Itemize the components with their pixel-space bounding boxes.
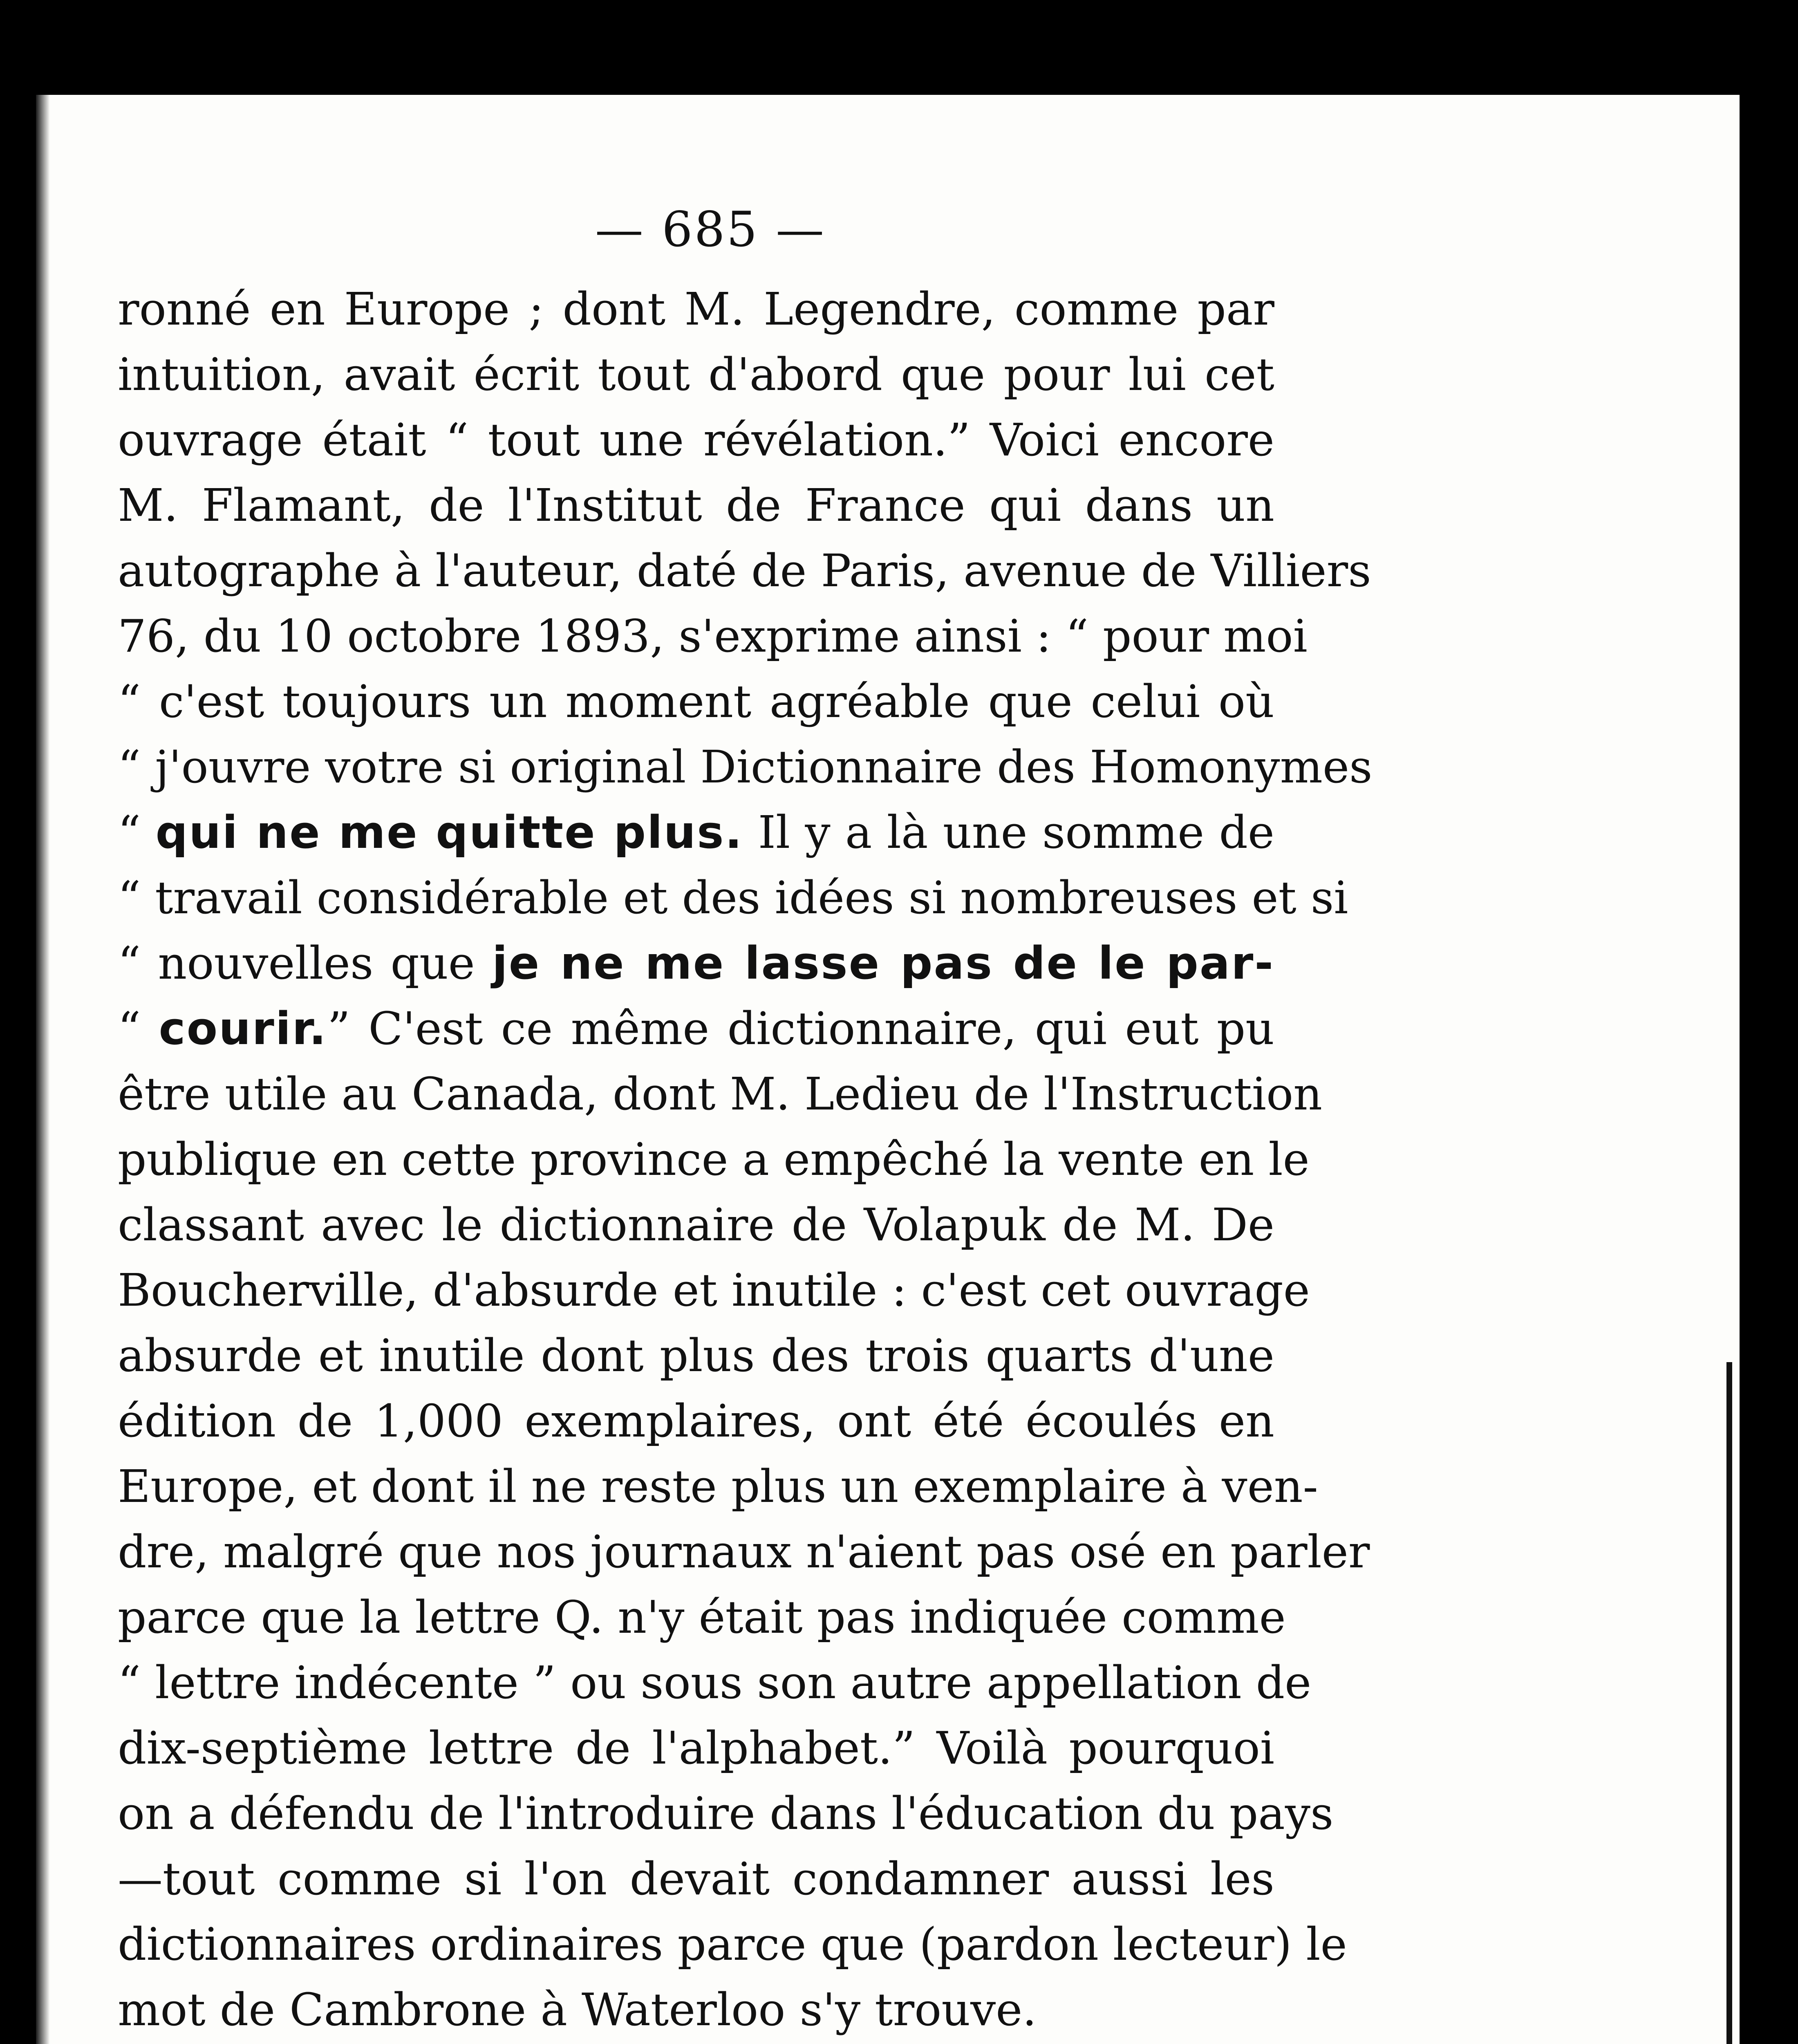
text-segment: 76, du 10 octobre 1893, s'exprime ainsi : “ pour moi <box>118 610 1308 662</box>
bold-text-segment: je ne me lasse pas de le par- <box>492 937 1274 989</box>
text-line <box>118 930 1274 996</box>
text-line <box>118 1127 1310 1192</box>
text-segment: mot de Cambrone à Waterloo s'y trouve. <box>118 1983 1037 2036</box>
text-line <box>118 407 1274 473</box>
left-binding-shadow <box>36 95 50 2044</box>
text-segment: Europe, et dont il ne reste plus un exemplaire à ven- <box>118 1460 1318 1513</box>
text-line <box>118 1585 1286 1650</box>
text-line <box>118 1388 1274 1454</box>
text-segment: Il y a là une somme de <box>743 806 1275 858</box>
scanned-page <box>36 95 1740 2044</box>
text-line <box>118 800 1274 865</box>
text-segment: “ j'ouvre votre si original Dictionnaire des Homonymes <box>118 741 1373 793</box>
page-number: — 685 — <box>595 201 826 258</box>
text-segment: ouvrage était “ tout une révélation.” Voici encore <box>118 414 1274 466</box>
text-segment: classant avec le dictionnaire de Volapuk de M. De <box>118 1199 1274 1251</box>
text-segment: ” C'est ce même dictionnaire, qui eut pu <box>327 1002 1275 1055</box>
text-segment: “ <box>118 1002 159 1055</box>
text-segment: dix-septième lettre de l'alphabet.” Voilà pourquoi <box>118 1722 1274 1774</box>
text-line <box>118 1912 1347 1977</box>
text-line <box>118 1061 1323 1127</box>
text-line <box>118 1781 1334 1846</box>
text-segment: être utile au Canada, dont M. Ledieu de l'Instruction <box>118 1068 1323 1120</box>
text-segment: on a défendu de l'introduire dans l'éducation du pays <box>118 1787 1334 1840</box>
text-line <box>118 342 1274 407</box>
text-line <box>118 603 1308 669</box>
text-line <box>118 1257 1310 1323</box>
text-segment: Boucherville, d'absurde et inutile : c'est cet ouvrage <box>118 1264 1310 1316</box>
text-segment: parce que la lettre Q. n'y était pas indiquée comme <box>118 1591 1286 1643</box>
text-segment: autographe à l'auteur, daté de Paris, avenue de Villiers <box>118 545 1371 597</box>
text-line <box>118 1715 1274 1781</box>
text-line <box>118 1650 1312 1715</box>
text-line <box>118 1323 1274 1388</box>
text-segment: —tout comme si l'on devait condamner aussi les <box>118 1853 1274 1905</box>
text-line <box>118 1519 1370 1585</box>
text-line <box>118 473 1274 538</box>
text-segment: intuition, avait écrit tout d'abord que pour lui cet <box>118 348 1274 401</box>
text-line <box>118 276 1274 342</box>
right-edge-mark <box>1726 1362 1732 2044</box>
text-line <box>118 538 1371 603</box>
text-line <box>118 1846 1274 1912</box>
text-line <box>118 996 1274 1061</box>
bold-text-segment: courir. <box>159 1002 327 1055</box>
text-line <box>118 1192 1274 1257</box>
text-line <box>118 865 1348 930</box>
text-segment: édition de 1,000 exemplaires, ont été écoulés en <box>118 1395 1274 1447</box>
text-segment: publique en cette province a empêché la vente en le <box>118 1133 1310 1186</box>
text-segment: “ travail considérable et des idées si nombreuses et si <box>118 872 1348 924</box>
text-segment: dictionnaires ordinaires parce que (pardon lecteur) le <box>118 1918 1347 1970</box>
text-segment: M. Flamant, de l'Institut de France qui dans un <box>118 479 1274 531</box>
bold-text-segment: qui ne me quitte plus. <box>155 806 743 858</box>
text-segment: dre, malgré que nos journaux n'aient pas osé en parler <box>118 1526 1370 1578</box>
text-segment: “ <box>118 806 156 858</box>
text-segment: absurde et inutile dont plus des trois quarts d'une <box>118 1329 1274 1382</box>
text-segment: “ lettre indécente ” ou sous son autre appellation de <box>118 1656 1312 1709</box>
text-line <box>118 1454 1318 1519</box>
text-line <box>118 669 1274 734</box>
text-segment: “ c'est toujours un moment agréable que celui où <box>118 675 1274 728</box>
body-text <box>118 276 1373 2042</box>
text-segment: “ nouvelles que <box>118 937 492 989</box>
text-segment: ronné en Europe ; dont M. Legendre, comme par <box>118 283 1274 335</box>
text-line <box>118 734 1373 800</box>
text-line <box>118 1977 1274 2042</box>
